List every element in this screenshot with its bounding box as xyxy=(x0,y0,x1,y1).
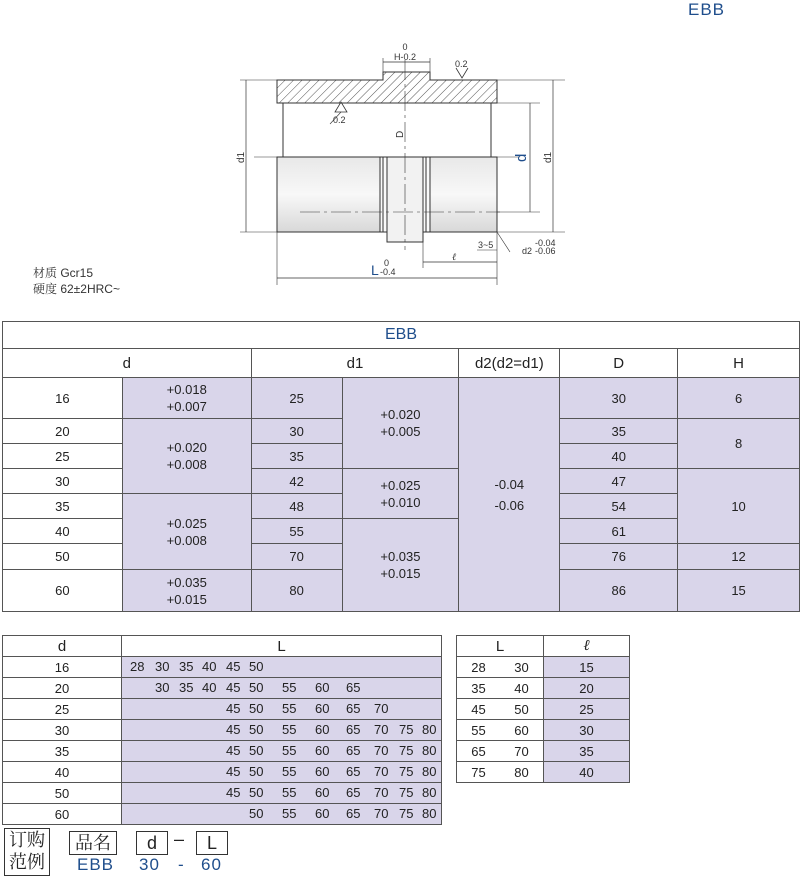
d-value: 25 xyxy=(3,444,123,469)
length-row-d: 40 xyxy=(3,762,122,783)
length-value: 45 xyxy=(226,680,241,695)
d1-tolerance: +0.025 +0.010 xyxy=(342,469,459,519)
length-value: 55 xyxy=(282,743,297,758)
d-value: 60 xyxy=(3,570,123,612)
length-value: 75 xyxy=(399,722,414,737)
l-label: L xyxy=(371,262,379,278)
d1-tolerance: +0.035 +0.015 xyxy=(342,519,459,612)
dim-d1-left: d1 xyxy=(236,151,247,163)
ell-row-value: 20 xyxy=(544,678,630,699)
length-value: 65 xyxy=(346,785,361,800)
length-value: 65 xyxy=(346,680,361,695)
length-value: 45 xyxy=(226,722,241,737)
dim-D: D xyxy=(395,130,406,138)
length-value: 55 xyxy=(282,701,297,716)
length-value: 65 xyxy=(346,764,361,779)
length-value: 45 xyxy=(226,764,241,779)
length-value: 45 xyxy=(226,701,241,716)
chamfer-label: 3~5 xyxy=(478,240,494,250)
d-tolerance: +0.018 +0.007 xyxy=(122,378,251,419)
D-value: 54 xyxy=(560,494,678,519)
length-value: 55 xyxy=(282,722,297,737)
length-value: 45 xyxy=(226,659,241,674)
dim-d: d xyxy=(513,153,530,162)
length-row-d: 25 xyxy=(3,699,122,720)
h-tol-upper: 0 xyxy=(402,42,408,52)
d1-value: 42 xyxy=(251,469,342,494)
length-row-values xyxy=(122,804,442,825)
length-row-d: 30 xyxy=(3,720,122,741)
length-value: 40 xyxy=(202,680,217,695)
length-row-values xyxy=(122,741,442,762)
header-d2: d2(d2=d1) xyxy=(459,349,560,378)
length-row-d: 35 xyxy=(3,741,122,762)
header-d: d xyxy=(3,349,252,378)
d-value: 50 xyxy=(3,544,123,570)
ell-row-value: 40 xyxy=(544,762,630,783)
length-value: 70 xyxy=(374,806,389,821)
ell-label: ℓ xyxy=(452,252,457,263)
order-example-label: 订购 范例 xyxy=(4,828,50,876)
length-value: 60 xyxy=(315,701,330,716)
ell-row-L: 28 30 xyxy=(457,657,544,678)
length-value: 50 xyxy=(249,722,264,737)
length-value: 80 xyxy=(422,785,437,800)
length-value: 60 xyxy=(315,743,330,758)
H-value: 8 xyxy=(678,419,800,469)
length-value: 80 xyxy=(422,764,437,779)
d2-tol-upper: -0.04 xyxy=(535,238,556,248)
H-value: 12 xyxy=(678,544,800,570)
d2-tol-lower: -0.06 xyxy=(535,246,556,256)
length-value: 60 xyxy=(315,680,330,695)
length-value: 28 xyxy=(130,659,145,674)
header-d1: d1 xyxy=(251,349,459,378)
roughness-bore: 0.2 xyxy=(333,115,346,125)
length-row-d: 60 xyxy=(3,804,122,825)
spec-table xyxy=(2,321,800,612)
length-row-values xyxy=(122,699,442,720)
length-value: 55 xyxy=(282,785,297,800)
length-value: 45 xyxy=(226,743,241,758)
length-value: 35 xyxy=(179,659,194,674)
example-separator: - xyxy=(178,855,185,874)
length-value: 50 xyxy=(249,785,264,800)
D-value: 35 xyxy=(560,419,678,444)
length-value: 80 xyxy=(422,722,437,737)
example-d: 30 xyxy=(139,855,160,874)
D-value: 40 xyxy=(560,444,678,469)
material-note xyxy=(33,265,120,297)
part-name-box: 品名 xyxy=(69,831,117,855)
roughness-top: 0.2 xyxy=(455,59,468,69)
d-box: d xyxy=(136,831,168,855)
dim-d1-right: d1 xyxy=(543,151,554,163)
length-value: 45 xyxy=(226,785,241,800)
ell-row-value: 30 xyxy=(544,720,630,741)
D-value: 61 xyxy=(560,519,678,544)
length-value: 65 xyxy=(346,722,361,737)
l-tol-upper: 0 xyxy=(384,258,390,268)
ell-table-header-L: L xyxy=(457,636,544,657)
technical-drawing xyxy=(230,38,570,288)
ell-row-L: 55 60 xyxy=(457,720,544,741)
length-value: 40 xyxy=(202,659,217,674)
header-D: D xyxy=(560,349,678,378)
ell-row-L: 65 70 xyxy=(457,741,544,762)
length-value: 50 xyxy=(249,764,264,779)
length-value: 50 xyxy=(249,806,264,821)
length-value: 50 xyxy=(249,743,264,758)
length-row-values xyxy=(122,678,442,699)
d-tolerance: +0.025 +0.008 xyxy=(122,494,251,570)
product-code-header: EBB xyxy=(688,0,726,19)
d1-value: 48 xyxy=(251,494,342,519)
material-line: 材质 Gcr15 xyxy=(33,266,94,280)
l-tol-lower: -0.4 xyxy=(380,267,396,277)
length-value: 60 xyxy=(315,806,330,821)
d-value: 35 xyxy=(3,494,123,519)
length-row-d: 16 xyxy=(3,657,122,678)
spec-table-title: EBB xyxy=(3,322,800,349)
length-table-header-d: d xyxy=(3,636,122,657)
length-value: 65 xyxy=(346,806,361,821)
d1-tolerance: +0.020 +0.005 xyxy=(342,378,459,469)
length-row-values xyxy=(122,762,442,783)
H-value: 15 xyxy=(678,570,800,612)
length-value: 55 xyxy=(282,806,297,821)
length-value: 30 xyxy=(155,659,170,674)
example-code: EBB xyxy=(77,855,115,874)
header-H: H xyxy=(678,349,800,378)
ell-row-value: 15 xyxy=(544,657,630,678)
d1-value: 70 xyxy=(251,544,342,570)
L-box: L xyxy=(196,831,228,855)
example-L: 60 xyxy=(201,855,222,874)
length-value: 65 xyxy=(346,701,361,716)
d-value: 16 xyxy=(3,378,123,419)
length-value: 55 xyxy=(282,680,297,695)
d1-value: 30 xyxy=(251,419,342,444)
d1-value: 55 xyxy=(251,519,342,544)
d-value: 20 xyxy=(3,419,123,444)
flange-section xyxy=(277,72,497,103)
length-value: 50 xyxy=(249,680,264,695)
length-value: 65 xyxy=(346,743,361,758)
ell-table-header-ell: ℓ xyxy=(544,636,630,657)
length-table xyxy=(2,635,442,825)
length-value: 75 xyxy=(399,785,414,800)
order-dash: – xyxy=(174,829,185,849)
d2-tolerance: -0.04 -0.06 xyxy=(459,378,560,612)
D-value: 30 xyxy=(560,378,678,419)
d1-value: 35 xyxy=(251,444,342,469)
H-value: 6 xyxy=(678,378,800,419)
length-value: 70 xyxy=(374,764,389,779)
length-row-d: 50 xyxy=(3,783,122,804)
length-value: 70 xyxy=(374,722,389,737)
hardness-line: 硬度 62±2HRC~ xyxy=(33,282,120,296)
D-value: 47 xyxy=(560,469,678,494)
ell-row-L: 75 80 xyxy=(457,762,544,783)
length-value: 70 xyxy=(374,701,389,716)
length-value: 75 xyxy=(399,806,414,821)
length-value: 35 xyxy=(179,680,194,695)
ell-row-value: 25 xyxy=(544,699,630,720)
length-value: 60 xyxy=(315,785,330,800)
ell-row-value: 35 xyxy=(544,741,630,762)
h-tol-label: H-0.2 xyxy=(393,52,417,62)
H-value: 10 xyxy=(678,469,800,544)
d-value: 40 xyxy=(3,519,123,544)
ell-row-L: 35 40 xyxy=(457,678,544,699)
D-value: 86 xyxy=(560,570,678,612)
ell-row-L: 45 50 xyxy=(457,699,544,720)
length-value: 80 xyxy=(422,743,437,758)
d1-value: 80 xyxy=(251,570,342,612)
length-value: 60 xyxy=(315,764,330,779)
length-table-header-L: L xyxy=(122,636,442,657)
d-value: 30 xyxy=(3,469,123,494)
length-value: 75 xyxy=(399,764,414,779)
length-value: 50 xyxy=(249,701,264,716)
length-value: 70 xyxy=(374,785,389,800)
length-row-values xyxy=(122,657,442,678)
d2-label: d2 xyxy=(522,246,533,256)
length-value: 75 xyxy=(399,743,414,758)
length-value: 70 xyxy=(374,743,389,758)
length-value: 50 xyxy=(249,659,264,674)
length-row-values xyxy=(122,720,442,741)
D-value: 76 xyxy=(560,544,678,570)
d-tolerance: +0.020 +0.008 xyxy=(122,419,251,494)
length-value: 60 xyxy=(315,722,330,737)
length-value: 80 xyxy=(422,806,437,821)
ell-table xyxy=(456,635,630,783)
length-value: 55 xyxy=(282,764,297,779)
d1-value: 25 xyxy=(251,378,342,419)
length-row-d: 20 xyxy=(3,678,122,699)
length-value: 30 xyxy=(155,680,170,695)
d-tolerance: +0.035 +0.015 xyxy=(122,570,251,612)
length-row-values xyxy=(122,783,442,804)
